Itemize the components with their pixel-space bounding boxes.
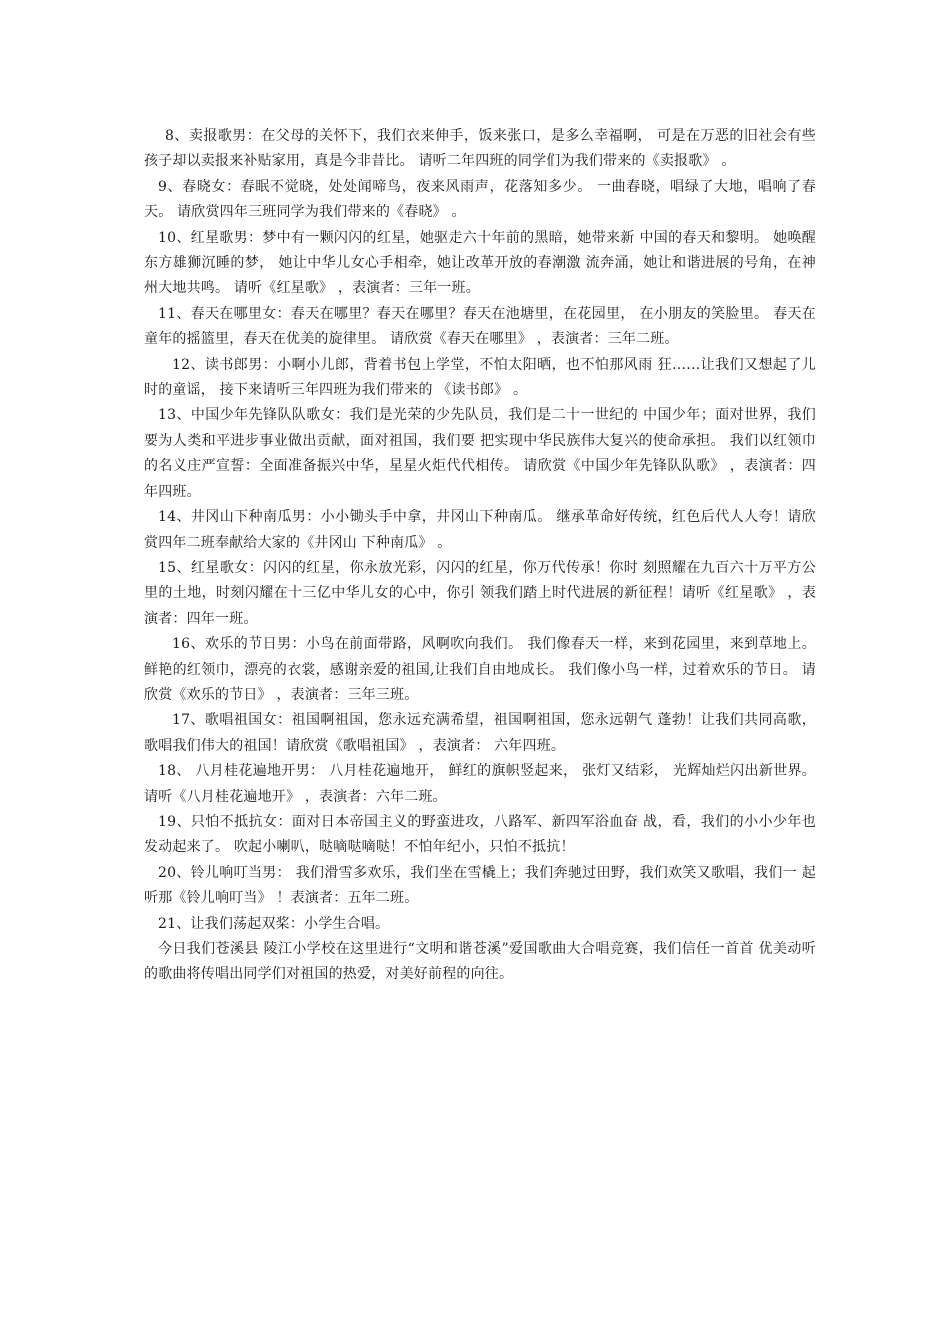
paragraph-closing: 今日我们苍溪县 陵江小学校在这里进行“文明和谐苍溪”爱国歌曲大合唱竞赛，我们信任一首首 优美动听的歌曲将传唱出同学们对祖国的热爱，对美好前程的向往。 xyxy=(144,941,816,983)
paragraph-20-jingle-bells: 20、铃儿响叮当男： 我们滑雪多欢乐，我们坐在雪橇上；我们奔驰过田野，我们欢笑又歌唱，我们一 起听那《铃儿响叮当》 ！表演者：五年二班。 xyxy=(144,864,816,907)
paragraph-14-planting-pumpkins: 14、井冈山下种南瓜男：小小锄头手中拿，井冈山下种南瓜。 继承革命好传统，红色后代人人夸！请欣赏四年二班奉献给大家的《井冈山 下种南瓜》 。 xyxy=(144,509,816,551)
paragraph-19-fear-not-resisting: 19、只怕不抵抗女：面对日本帝国主义的野蛮进攻，八路军、新四军浴血奋 战，看，我们的小小少年也发动起来了。 吹起小喇叭，哒嘀哒嘀哒！不怕年纪小，只怕不抵抗！ xyxy=(144,813,816,856)
paragraph-18-osmanthus-blooms: 18、 八月桂花遍地开男： 八月桂花遍地开， 鲜红的旗帜竖起来， 张灯又结彩， 光辉灿烂闪出新世界。 请听《八月桂花遍地开》 ，表演者：六年二班。 xyxy=(144,763,816,805)
paragraph-12-school-boy: 12、读书郎男：小啊小儿郎，背着书包上学堂，不怕太阳晒，也不怕那风雨 狂……让我们又想起了儿时的童谣， 接下来请听三年四班为我们带来的 《读书郎》 。 xyxy=(144,356,816,399)
paragraph-21-row-the-boat: 21、让我们荡起双桨：小学生合唱。 xyxy=(158,915,390,932)
paragraph-13-young-pioneers-anthem: 13、中国少年先锋队队歌女：我们是光荣的少先队员，我们是二十一世纪的 中国少年；面对世界，我们要为人类和平进步事业做出贡献，面对祖国，我们要 把实现中华民族伟大复兴的使命承担。 我们以红领巾的名义庄严宣誓：全面准备振兴中华，星星火炬代代相传。 请欣赏《中国少年先锋队队歌》 ，表演者：四年四班。 xyxy=(144,407,816,500)
paragraph-8-selling-newspapers: 8、卖报歌男：在父母的关怀下，我们衣来伸手，饭来张口，是多么幸福啊， 可是在万恶的旧社会有些孩子却以卖报来补贴家用，真是今非昔比。 请听二年四班的同学们为我们带来的《卖报歌》 。 xyxy=(144,128,816,170)
paragraph-17-sing-for-motherland: 17、歌唱祖国女：祖国啊祖国，您永远充满希望，祖国啊祖国，您永远朝气 蓬勃！让我们共同高歌，歌唱我们伟大的祖国！请欣赏《歌唱祖国》 ，表演者： 六年四班。 xyxy=(144,712,816,754)
paragraph-11-where-is-spring: 11、春天在哪里女：春天在哪里？春天在哪里？春天在池塘里，在花园里， 在小朋友的笑脸里。 春天在童年的摇篮里，春天在优美的旋律里。 请欣赏《春天在哪里》 ，表演者：三年二班。 xyxy=(144,305,816,348)
paragraph-16-happy-festival: 16、欢乐的节日男：小鸟在前面带路，风啊吹向我们。 我们像春天一样，来到花园里，来到草地上。 鲜艳的红领巾，漂亮的衣裳，感谢亲爱的祖国,让我们自由地成长。 我们像小鸟一样，过着欢乐的节日。 请欣赏《欢乐的节日》 ，表演者：三年三班。 xyxy=(144,636,816,703)
paragraph-15-red-star-song: 15、红星歌女：闪闪的红星，你永放光彩，闪闪的红星，你万代传承！你时 刻照耀在九百六十万平方公里的土地，时刻闪耀在十三亿中华儿女的心中，你引 领我们踏上时代进展的新征程！请听《红星歌》 ，表演者：四年一班。 xyxy=(144,559,816,627)
document-body xyxy=(144,124,816,988)
paragraph-10-red-star-song: 10、红星歌男：梦中有一颗闪闪的红星，她驱走六十年前的黑暗，她带来新 中国的春天和黎明。 她唤醒东方雄狮沉睡的梦， 她让中华儿女心手相牵，她让改革开放的春潮激 流奔涌，她让和谐进展的号角，在神州大地共鸣。 请听《红星歌》 ，表演者：三年一班。 xyxy=(144,229,816,297)
paragraph-9-spring-dawn: 9、春晓女：春眠不觉晓，处处闻啼鸟，夜来风雨声，花落知多少。 一曲春晓，唱绿了大地，唱响了春天。 请欣赏四年三班同学为我们带来的《春晓》 。 xyxy=(144,178,816,221)
